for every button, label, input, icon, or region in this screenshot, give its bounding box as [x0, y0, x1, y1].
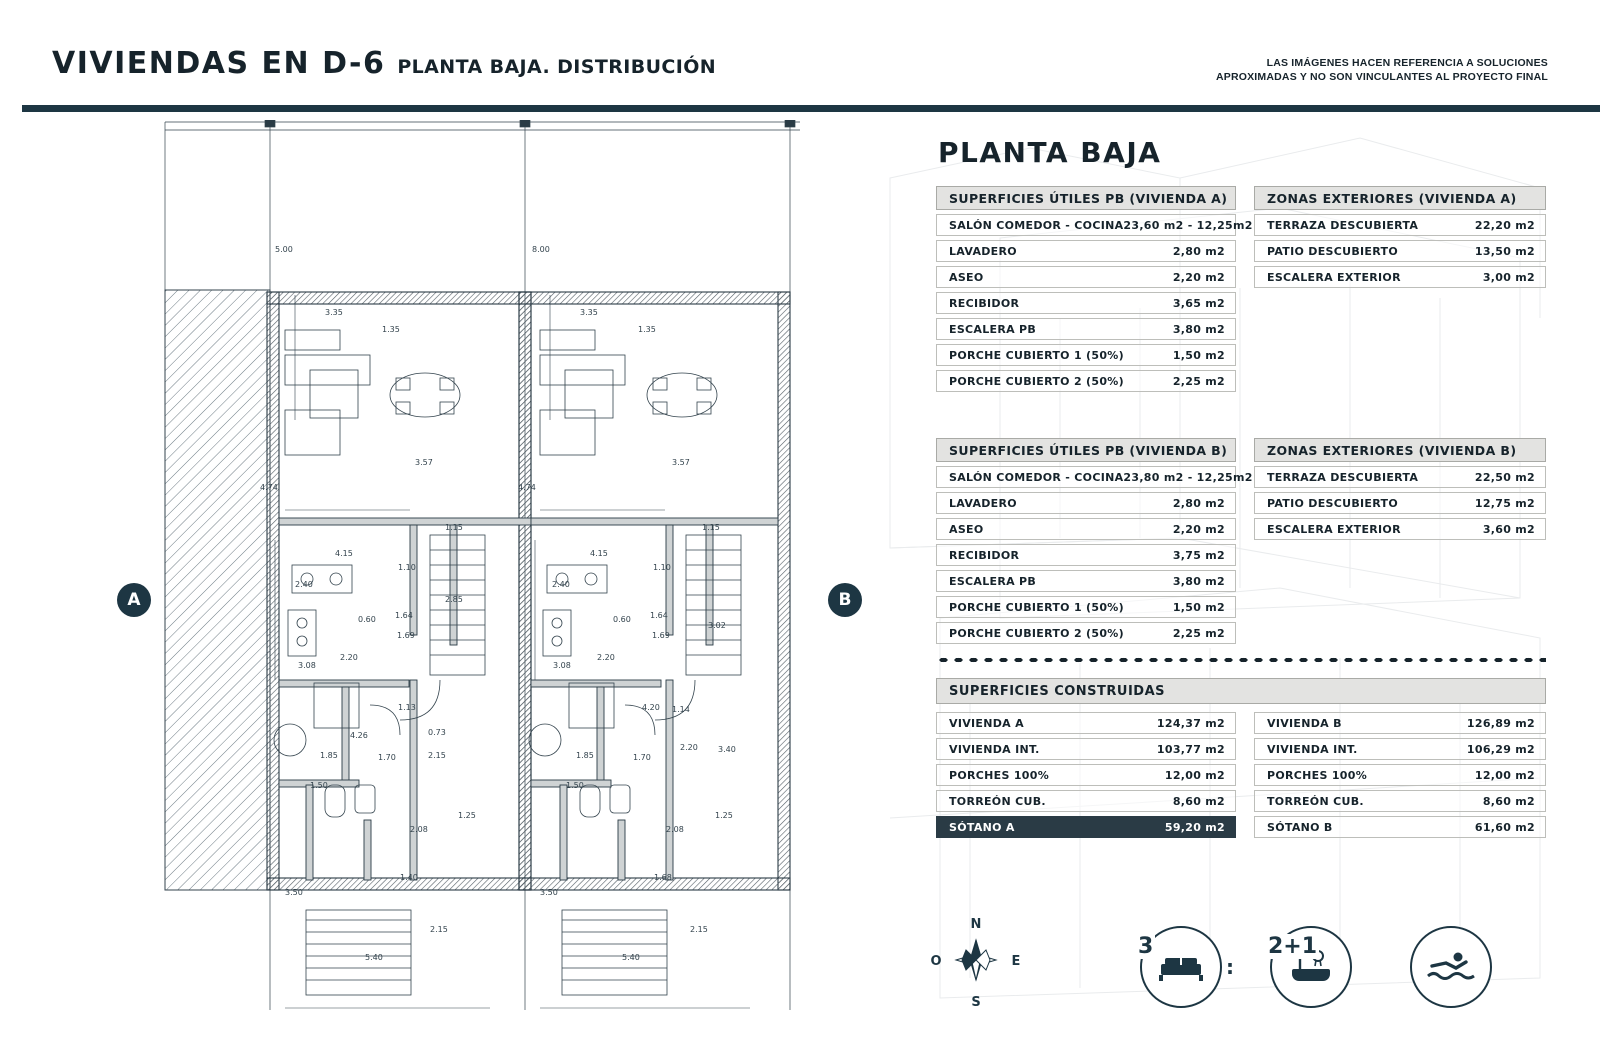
- svg-text:1.10: 1.10: [653, 563, 671, 572]
- axis-label-b: B: [828, 583, 862, 617]
- row-label: PORCHE CUBIERTO 1 (50%): [949, 348, 1124, 362]
- row-value: 106,29 m2: [1466, 742, 1535, 756]
- row-label: PORCHE CUBIERTO 2 (50%): [949, 626, 1124, 640]
- disclaimer-line-1: LAS IMÁGENES HACEN REFERENCIA A SOLUCIONES: [1266, 57, 1548, 69]
- table-construidas-right: [1254, 712, 1546, 842]
- svg-text:1.14: 1.14: [672, 705, 690, 714]
- svg-text:2.40: 2.40: [552, 580, 570, 589]
- page-title-sub: PLANTA BAJA. DISTRIBUCIÓN: [397, 56, 717, 78]
- table-row: [1254, 214, 1546, 236]
- svg-text:2.40: 2.40: [295, 580, 313, 589]
- bedrooms-count: 3: [1138, 934, 1154, 959]
- svg-text:2.20: 2.20: [340, 653, 358, 662]
- row-value: 22,50 m2: [1474, 470, 1535, 484]
- compass-icon: [920, 902, 1032, 1022]
- svg-text:1.50: 1.50: [310, 781, 328, 790]
- svg-text:1.25: 1.25: [715, 811, 733, 820]
- row-value: 3,80 m2: [1172, 574, 1225, 588]
- table-row: [936, 214, 1253, 236]
- row-label: VIVIENDA INT.: [949, 742, 1040, 756]
- table-construidas-left: [936, 712, 1236, 842]
- row-value: 8,60 m2: [1482, 794, 1535, 808]
- row-value: 2,20 m2: [1172, 270, 1225, 284]
- dotted-divider: [936, 656, 1546, 664]
- svg-text:3.35: 3.35: [580, 308, 598, 317]
- row-value: 61,60 m2: [1474, 820, 1535, 834]
- icon-separator: :: [1226, 955, 1234, 979]
- svg-text:4.15: 4.15: [335, 549, 353, 558]
- row-label: SALÓN COMEDOR - COCINA: [949, 470, 1124, 484]
- row-label: TORREÓN CUB.: [1267, 794, 1364, 808]
- page-header: [0, 0, 1600, 108]
- row-label: ESCALERA PB: [949, 322, 1037, 336]
- row-value: 12,00 m2: [1164, 768, 1225, 782]
- table-zonas-exteriores-vivienda-a: [1254, 186, 1546, 292]
- table-row: [936, 596, 1236, 618]
- svg-text:1.15: 1.15: [445, 523, 463, 532]
- table-row: [936, 240, 1236, 262]
- row-label: RECIBIDOR: [949, 548, 1020, 562]
- table-row: [1254, 816, 1546, 838]
- table-superficies-utiles-vivienda-b: [936, 438, 1253, 648]
- svg-text:2.20: 2.20: [680, 743, 698, 752]
- row-value: 12,00 m2: [1474, 768, 1535, 782]
- table-row: [936, 518, 1236, 540]
- row-label: ESCALERA PB: [949, 574, 1037, 588]
- icon-row: [880, 888, 1560, 1030]
- table-row-highlight: [936, 816, 1236, 838]
- floor-plan-drawing: [110, 120, 880, 1030]
- compass-east-label: E: [1011, 954, 1021, 969]
- table-row: [1254, 240, 1546, 262]
- disclaimer: [1216, 56, 1548, 84]
- row-value: 124,37 m2: [1156, 716, 1225, 730]
- bathrooms-indicator: [1270, 926, 1352, 1008]
- table-superficies-utiles-vivienda-a: [936, 186, 1253, 396]
- svg-text:4.20: 4.20: [642, 703, 660, 712]
- svg-text:5.40: 5.40: [365, 953, 383, 962]
- svg-text:0.60: 0.60: [613, 615, 631, 624]
- table-row: [936, 292, 1236, 314]
- table-row: [1254, 790, 1546, 812]
- svg-text:2.15: 2.15: [690, 925, 708, 934]
- row-value: 2,20 m2: [1172, 522, 1225, 536]
- bedrooms-indicator: [1140, 926, 1238, 1008]
- svg-text:4.74: 4.74: [260, 483, 278, 492]
- row-value: 3,80 m2: [1172, 322, 1225, 336]
- svg-text:1.64: 1.64: [395, 611, 413, 620]
- svg-text:8.00: 8.00: [532, 245, 550, 254]
- row-value: 22,20 m2: [1474, 218, 1535, 232]
- table-row: [936, 712, 1236, 734]
- svg-text:0.60: 0.60: [358, 615, 376, 624]
- svg-text:2.08: 2.08: [666, 825, 684, 834]
- swimmer-icon: [1410, 926, 1492, 1008]
- row-label: PORCHE CUBIERTO 2 (50%): [949, 374, 1124, 388]
- table-row: [936, 570, 1236, 592]
- row-label: TORREÓN CUB.: [949, 794, 1046, 808]
- table-row: [1254, 492, 1546, 514]
- row-label: PATIO DESCUBIERTO: [1267, 496, 1398, 510]
- table-row: [936, 544, 1236, 566]
- table-header: ZONAS EXTERIORES (VIVIENDA A): [1254, 186, 1546, 210]
- page-title: [52, 46, 716, 81]
- row-value: 1,50 m2: [1172, 600, 1225, 614]
- table-header: ZONAS EXTERIORES (VIVIENDA B): [1254, 438, 1546, 462]
- row-value: 2,25 m2: [1172, 374, 1225, 388]
- compass-south-label: S: [971, 995, 981, 1010]
- row-value: 23,80 m2 - 12,25m2: [1123, 470, 1253, 484]
- table-row: [936, 738, 1236, 760]
- svg-text:5.40: 5.40: [622, 953, 640, 962]
- svg-text:4.15: 4.15: [590, 549, 608, 558]
- svg-text:1.35: 1.35: [382, 325, 400, 334]
- row-label: VIVIENDA INT.: [1267, 742, 1358, 756]
- svg-text:1.69: 1.69: [652, 631, 670, 640]
- table-row: [1254, 712, 1546, 734]
- row-value: 3,00 m2: [1482, 270, 1535, 284]
- table-row: [1254, 466, 1546, 488]
- svg-text:1.15: 1.15: [702, 523, 720, 532]
- row-label: SALÓN COMEDOR - COCINA: [949, 218, 1124, 232]
- table-row: [936, 466, 1253, 488]
- row-label: RECIBIDOR: [949, 296, 1020, 310]
- svg-text:3.35: 3.35: [325, 308, 343, 317]
- svg-text:3.57: 3.57: [415, 458, 433, 467]
- svg-text:1.25: 1.25: [458, 811, 476, 820]
- row-value: 103,77 m2: [1156, 742, 1225, 756]
- row-label: ASEO: [949, 522, 984, 536]
- compass-north-label: N: [970, 917, 982, 932]
- svg-text:4.26: 4.26: [350, 731, 368, 740]
- svg-text:3.02: 3.02: [708, 621, 726, 630]
- row-value: 2,80 m2: [1172, 244, 1225, 258]
- table-row: [936, 492, 1236, 514]
- row-value: 3,60 m2: [1482, 522, 1535, 536]
- row-label: PORCHES 100%: [1267, 768, 1368, 782]
- svg-text:3.08: 3.08: [553, 661, 571, 670]
- svg-text:1.10: 1.10: [398, 563, 416, 572]
- table-row: [936, 266, 1236, 288]
- row-value: 3,75 m2: [1172, 548, 1225, 562]
- row-label: ESCALERA EXTERIOR: [1267, 270, 1401, 284]
- svg-text:2.15: 2.15: [428, 751, 446, 760]
- svg-text:3.50: 3.50: [285, 888, 303, 897]
- bathtub-icon: [1270, 926, 1352, 1008]
- row-value: 2,80 m2: [1172, 496, 1225, 510]
- table-zonas-exteriores-vivienda-b: [1254, 438, 1546, 544]
- page-title-main: VIVIENDAS EN D-6: [52, 46, 386, 81]
- row-value: 13,50 m2: [1474, 244, 1535, 258]
- swimmer-glyph: [1426, 950, 1476, 984]
- svg-text:2.08: 2.08: [410, 825, 428, 834]
- row-label: SÓTANO A: [949, 820, 1015, 834]
- svg-text:1.85: 1.85: [576, 751, 594, 760]
- row-value: 126,89 m2: [1466, 716, 1535, 730]
- row-label: TERRAZA DESCUBIERTA: [1267, 218, 1419, 232]
- svg-text:1.85: 1.85: [320, 751, 338, 760]
- svg-text:5.00: 5.00: [275, 245, 293, 254]
- svg-text:4.74: 4.74: [518, 483, 536, 492]
- pool-indicator: [1410, 926, 1492, 1008]
- row-label: VIVIENDA A: [949, 716, 1024, 730]
- svg-text:1.40: 1.40: [400, 873, 418, 882]
- row-value: 8,60 m2: [1172, 794, 1225, 808]
- svg-text:3.57: 3.57: [672, 458, 690, 467]
- svg-text:1.69: 1.69: [397, 631, 415, 640]
- panel-title: PLANTA BAJA: [938, 136, 1162, 169]
- table-row: [936, 344, 1236, 366]
- row-label: PORCHE CUBIERTO 1 (50%): [949, 600, 1124, 614]
- row-label: LAVADERO: [949, 244, 1017, 258]
- bathrooms-count: 2+1: [1268, 934, 1318, 959]
- row-label: PORCHES 100%: [949, 768, 1050, 782]
- table-row: [1254, 764, 1546, 786]
- svg-text:2.85: 2.85: [445, 595, 463, 604]
- svg-text:1.64: 1.64: [650, 611, 668, 620]
- table-row: [936, 370, 1236, 392]
- table-row: [936, 622, 1236, 644]
- row-value: 3,65 m2: [1172, 296, 1225, 310]
- row-value: 1,50 m2: [1172, 348, 1225, 362]
- table-header: SUPERFICIES ÚTILES PB (VIVIENDA B): [936, 438, 1236, 462]
- svg-text:0.73: 0.73: [428, 728, 446, 737]
- row-label: PATIO DESCUBIERTO: [1267, 244, 1398, 258]
- row-value: 12,75 m2: [1474, 496, 1535, 510]
- svg-text:1.68: 1.68: [654, 873, 672, 882]
- axis-label-a: A: [117, 583, 151, 617]
- compass-west-label: O: [930, 954, 942, 969]
- svg-text:3.08: 3.08: [298, 661, 316, 670]
- info-panel: [880, 118, 1560, 1030]
- svg-text:1.35: 1.35: [638, 325, 656, 334]
- disclaimer-line-2: APROXIMADAS Y NO SON VINCULANTES AL PROYECTO FINAL: [1215, 71, 1548, 83]
- table-row: [1254, 738, 1546, 760]
- table-row: [936, 790, 1236, 812]
- construidas-header: SUPERFICIES CONSTRUIDAS: [936, 678, 1546, 704]
- row-label: TERRAZA DESCUBIERTA: [1267, 470, 1419, 484]
- table-row: [1254, 518, 1546, 540]
- svg-text:1.70: 1.70: [378, 753, 396, 762]
- svg-text:1.70: 1.70: [633, 753, 651, 762]
- bed-icon: [1140, 926, 1222, 1008]
- row-value: 23,60 m2 - 12,25m2: [1123, 218, 1253, 232]
- svg-text:1.50: 1.50: [566, 781, 584, 790]
- row-label: LAVADERO: [949, 496, 1017, 510]
- bed-glyph: [1157, 951, 1205, 983]
- row-label: SÓTANO B: [1267, 820, 1333, 834]
- header-divider: [0, 105, 1600, 112]
- row-label: ESCALERA EXTERIOR: [1267, 522, 1401, 536]
- svg-text:2.20: 2.20: [597, 653, 615, 662]
- table-row: [936, 764, 1236, 786]
- row-value: 2,25 m2: [1172, 626, 1225, 640]
- svg-text:2.15: 2.15: [430, 925, 448, 934]
- svg-text:3.50: 3.50: [540, 888, 558, 897]
- row-value: 59,20 m2: [1164, 820, 1225, 834]
- row-label: ASEO: [949, 270, 984, 284]
- svg-text:1.13: 1.13: [398, 703, 416, 712]
- table-header: SUPERFICIES ÚTILES PB (VIVIENDA A): [936, 186, 1236, 210]
- table-row: [1254, 266, 1546, 288]
- svg-text:3.40: 3.40: [718, 745, 736, 754]
- table-row: [936, 318, 1236, 340]
- row-label: VIVIENDA B: [1267, 716, 1342, 730]
